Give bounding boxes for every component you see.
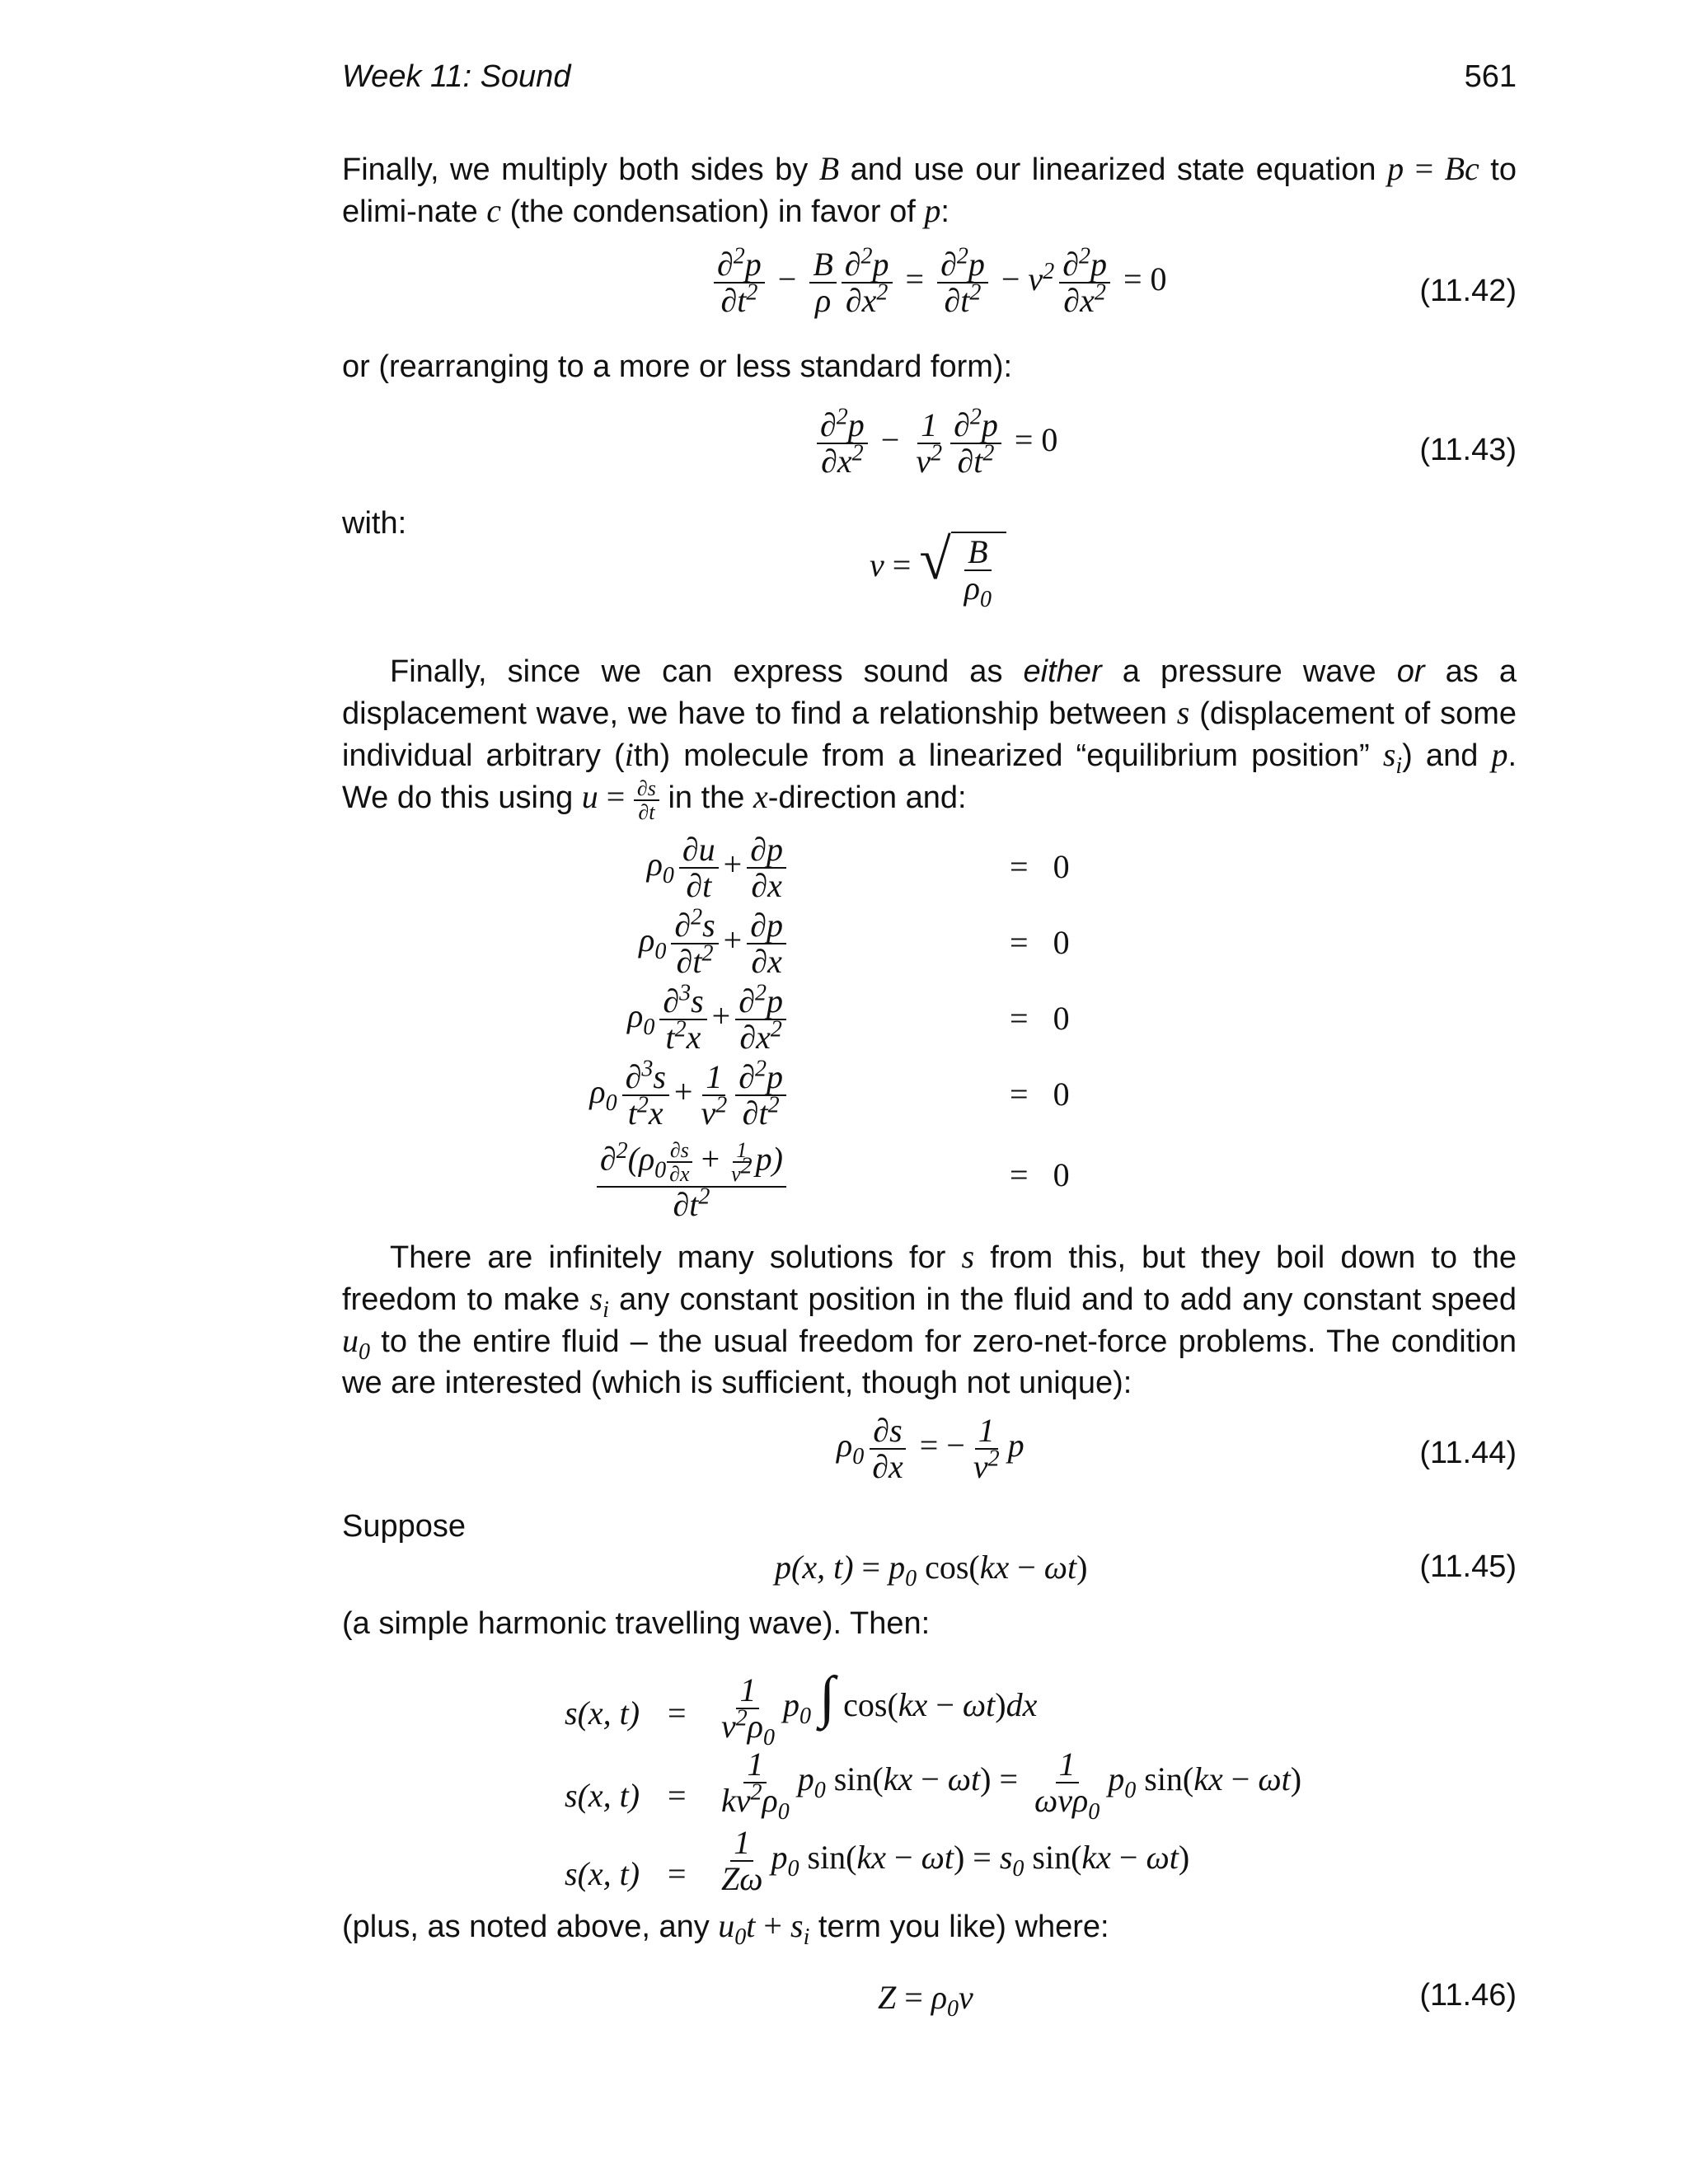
paragraph-3: with: <box>342 506 407 541</box>
equation-11-42: $\frac{\partial^2p}{\partial t^2}$ − $\frac{B}{\rho}$ $\frac{\partial^2p}{\partial x^2}$ = $\frac{\partial^2p}{\partial t^2}$ − $v^2$ $\frac{\partial^2p}{\partial x^2}$ = 0 <box>709 247 1167 318</box>
paragraph-5: There are infinitely many solutions for s from this, but they boil down to the freedom to make $s_i$ any constant position in the fluid and to add any constant speed $u_0$ to the entire fluid – the usual freedom for zero-net-force problems. The condition we are interested (which is sufficient, though not unique): <box>342 1238 1517 1400</box>
equation-number-11-42: (11.42) <box>1419 274 1517 308</box>
equation-number-11-46: (11.46) <box>1419 1978 1517 2013</box>
paragraph-6: Suppose <box>342 1509 467 1544</box>
equation-11-46: $Z = \rho_0v$ <box>878 1979 973 2022</box>
equation-11-44: $\rho_0$ $\frac{\partial s}{\partial x}$ = − $\frac{1}{v^2}$ p <box>837 1412 1025 1485</box>
equation-wave-speed: v = √ $\frac{B}{\rho_0}$ <box>870 532 1006 606</box>
section-title: Week 11: Sound <box>342 59 571 94</box>
equation-number-11-43: (11.43) <box>1419 433 1517 467</box>
equation-11-45: p(x, $t) = p_0$ cos(kx − ωt) <box>775 1549 1088 1591</box>
equation-number-11-45: (11.45) <box>1419 1549 1517 1584</box>
page-number: 561 <box>1464 59 1517 94</box>
equation-number-11-44: (11.44) <box>1419 1436 1517 1470</box>
paragraph-7: (a simple harmonic travelling wave). Then: <box>342 1606 931 1641</box>
page-header <box>342 59 1517 105</box>
paragraph-8: (plus, as noted above, any $u_0t + s_i$ term you like) where: <box>342 1907 1109 1950</box>
paragraph-1: Finally, we multiply both sides by B and use our linearized state equation p = Bc to elimi-nate c (the condensation) in favor of p: <box>342 150 1517 229</box>
paragraph-4: Finally, since we can express sound as either a pressure wave or as a displacement wave, we have to find a relationship between s (displacement of some individual arbitrary (ith) molecule from a linearized “equilibrium position” $s_i$) and p. We do this using u = $\frac{\partial s}{\partial t}$ in the x-direction and: <box>342 654 1517 824</box>
equation-11-43: $\frac{\partial^2p}{\partial x^2}$ − $\frac{1}{v^2}$ $\frac{\partial^2p}{\partial t^2}$ = 0 <box>812 408 1057 479</box>
paragraph-2: or (rearranging to a more or less standard form): <box>342 349 1013 384</box>
